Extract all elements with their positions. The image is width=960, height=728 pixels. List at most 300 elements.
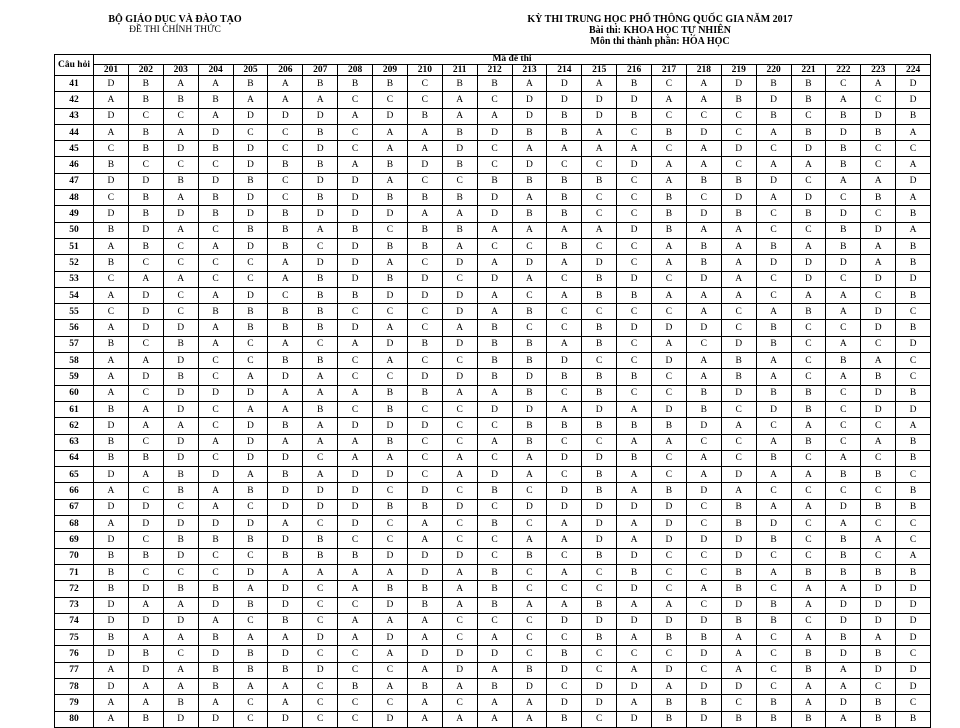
question-number: 54 (55, 287, 94, 303)
answer-cell: C (198, 401, 233, 417)
answer-cell: B (547, 173, 582, 189)
answer-cell: C (407, 450, 442, 466)
answer-cell: A (303, 418, 338, 434)
answer-cell: C (582, 206, 617, 222)
answer-cell: D (791, 190, 826, 206)
answer-cell: B (826, 353, 861, 369)
answer-cell: D (547, 353, 582, 369)
answer-cell: A (198, 287, 233, 303)
answer-cell: C (477, 141, 512, 157)
answer-cell: A (94, 238, 129, 254)
answer-cell: D (407, 418, 442, 434)
answer-cell: D (163, 320, 198, 336)
table-row (55, 190, 931, 206)
answer-cell: D (721, 385, 756, 401)
answer-cell: B (198, 92, 233, 108)
answer-cell: C (338, 711, 373, 727)
answer-cell: A (268, 516, 303, 532)
answer-cell: C (756, 581, 791, 597)
answer-cell: D (826, 206, 861, 222)
answer-cell: C (582, 190, 617, 206)
answer-cell: D (686, 646, 721, 662)
answer-cell: B (512, 548, 547, 564)
answer-cell: C (791, 483, 826, 499)
answer-cell: B (198, 630, 233, 646)
answer-cell: D (268, 369, 303, 385)
answer-cell: B (582, 630, 617, 646)
answer-cell: B (338, 222, 373, 238)
answer-cell: B (686, 385, 721, 401)
answer-cell: D (338, 320, 373, 336)
answer-cell: B (756, 695, 791, 711)
answer-cell: D (686, 320, 721, 336)
answer-cell: D (94, 76, 129, 92)
answer-cell: D (198, 124, 233, 140)
answer-cell: D (163, 613, 198, 629)
answer-cell: A (721, 483, 756, 499)
answer-cell: C (233, 336, 268, 352)
answer-cell: A (547, 532, 582, 548)
answer-cell: D (268, 597, 303, 613)
answer-cell: D (442, 662, 477, 678)
answer-cell: D (94, 597, 129, 613)
answer-cell: C (373, 662, 408, 678)
answer-cell: D (198, 516, 233, 532)
table-row (55, 516, 931, 532)
answer-cell: C (582, 711, 617, 727)
answer-cell: D (303, 499, 338, 515)
answer-cell: B (721, 92, 756, 108)
answer-cell: C (617, 206, 652, 222)
answer-cell: A (94, 711, 129, 727)
answer-cell: B (582, 483, 617, 499)
question-number: 61 (55, 401, 94, 417)
answer-cell: A (686, 304, 721, 320)
answer-cell: C (896, 141, 931, 157)
answer-cell: B (756, 336, 791, 352)
answer-cell: D (512, 401, 547, 417)
answer-cell: A (94, 124, 129, 140)
answer-cell: C (442, 613, 477, 629)
answer-cell: C (303, 336, 338, 352)
answer-cell: C (303, 678, 338, 694)
exam-code-header: 219 (721, 65, 756, 76)
answer-cell: A (268, 255, 303, 271)
answer-cell: B (896, 287, 931, 303)
table-row (55, 678, 931, 694)
answer-cell: D (233, 418, 268, 434)
answer-cell: A (373, 141, 408, 157)
answer-cell: C (338, 646, 373, 662)
answer-cell: A (617, 630, 652, 646)
question-number: 46 (55, 157, 94, 173)
answer-cell: A (442, 711, 477, 727)
answer-cell: D (373, 597, 408, 613)
answer-cell: A (896, 157, 931, 173)
answer-cell: D (582, 255, 617, 271)
answer-cell: D (268, 499, 303, 515)
answer-cell: C (756, 646, 791, 662)
answer-cell: A (338, 336, 373, 352)
answer-cell: A (686, 141, 721, 157)
answer-cell: B (477, 76, 512, 92)
answer-cell: C (582, 157, 617, 173)
answer-cell: A (512, 190, 547, 206)
answer-cell: D (896, 581, 931, 597)
answer-cell: C (477, 450, 512, 466)
answer-cell: C (547, 434, 582, 450)
answer-cell: B (163, 336, 198, 352)
answer-cell: B (547, 711, 582, 727)
answer-cell: B (94, 222, 129, 238)
answer-cell: B (303, 320, 338, 336)
answer-cell: D (617, 711, 652, 727)
answer-cell: C (198, 353, 233, 369)
answer-cell: D (338, 483, 373, 499)
answer-cell: C (896, 532, 931, 548)
answer-cell: B (233, 222, 268, 238)
answer-cell: B (652, 206, 687, 222)
answer-cell: A (198, 336, 233, 352)
answer-cell: C (547, 548, 582, 564)
answer-cell: D (163, 516, 198, 532)
answer-cell: D (407, 369, 442, 385)
answer-cell: B (896, 483, 931, 499)
answer-cell: D (128, 516, 163, 532)
answer-cell: B (652, 124, 687, 140)
answer-cell: A (268, 434, 303, 450)
answer-cell: A (582, 141, 617, 157)
answer-cell: A (652, 255, 687, 271)
question-number: 69 (55, 532, 94, 548)
answer-cell: B (547, 238, 582, 254)
answer-cell: A (896, 190, 931, 206)
answer-cell: B (233, 483, 268, 499)
answer-cell: D (198, 597, 233, 613)
answer-cell: B (547, 124, 582, 140)
answer-cell: B (686, 173, 721, 189)
answer-cell: C (338, 304, 373, 320)
answer-cell: C (861, 206, 896, 222)
answer-cell: A (826, 369, 861, 385)
answer-cell: D (373, 467, 408, 483)
answer-cell: D (338, 173, 373, 189)
answer-cell: D (861, 108, 896, 124)
answer-cell: D (477, 401, 512, 417)
question-number: 76 (55, 646, 94, 662)
answer-cell: B (477, 597, 512, 613)
answer-cell: A (791, 157, 826, 173)
answer-cell: D (547, 76, 582, 92)
answer-cell: A (721, 222, 756, 238)
answer-cell: D (617, 92, 652, 108)
answer-cell: B (163, 369, 198, 385)
answer-cell: B (163, 483, 198, 499)
answer-cell: C (128, 532, 163, 548)
exam-code-header: 203 (163, 65, 198, 76)
question-number: 66 (55, 483, 94, 499)
answer-cell: B (756, 76, 791, 92)
answer-cell: A (163, 597, 198, 613)
answer-cell: D (652, 532, 687, 548)
answer-cell: A (338, 581, 373, 597)
question-number: 80 (55, 711, 94, 727)
answer-cell: D (373, 108, 408, 124)
answer-cell: A (338, 613, 373, 629)
answer-cell: B (791, 385, 826, 401)
answer-cell: A (721, 662, 756, 678)
answer-cell: C (547, 157, 582, 173)
answer-cell: C (617, 255, 652, 271)
answer-cell: D (617, 678, 652, 694)
answer-cell: C (303, 450, 338, 466)
answer-cell: A (163, 271, 198, 287)
answer-cell: B (617, 287, 652, 303)
answer-cell: D (163, 548, 198, 564)
answer-cell: D (547, 499, 582, 515)
answer-cell: A (373, 646, 408, 662)
answer-cell: A (617, 532, 652, 548)
answer-cell: C (582, 238, 617, 254)
answer-cell: B (582, 173, 617, 189)
answer-cell: D (94, 532, 129, 548)
table-row (55, 173, 931, 189)
answer-cell: B (407, 108, 442, 124)
answer-cell: B (547, 646, 582, 662)
exam-code-header: 214 (547, 65, 582, 76)
answer-cell: C (477, 499, 512, 515)
exam-code-header: 218 (686, 65, 721, 76)
answer-cell: C (373, 369, 408, 385)
answer-cell: C (303, 646, 338, 662)
answer-cell: D (94, 173, 129, 189)
answer-cell: A (128, 597, 163, 613)
answer-cell: C (652, 548, 687, 564)
answer-cell: C (861, 92, 896, 108)
answer-cell: D (582, 450, 617, 466)
answer-cell: B (756, 108, 791, 124)
answer-cell: C (477, 92, 512, 108)
question-number: 59 (55, 369, 94, 385)
answer-cell: A (338, 385, 373, 401)
answer-cell: B (896, 238, 931, 254)
answer-cell: C (547, 678, 582, 694)
answer-cell: A (442, 238, 477, 254)
answer-cell: A (407, 532, 442, 548)
answer-cell: A (617, 141, 652, 157)
answer-cell: C (756, 222, 791, 238)
answer-cell: C (442, 173, 477, 189)
answer-cell: D (721, 76, 756, 92)
answer-cell: B (791, 92, 826, 108)
answer-cell: D (686, 124, 721, 140)
answer-cell: D (233, 287, 268, 303)
exam-code-group-header: Mã đề thi (94, 55, 931, 65)
exam-code-header: 205 (233, 65, 268, 76)
answer-cell: D (547, 450, 582, 466)
answer-cell: A (163, 190, 198, 206)
answer-cell: A (896, 222, 931, 238)
answer-cell: A (791, 238, 826, 254)
answer-cell: C (303, 238, 338, 254)
answer-cell: C (442, 353, 477, 369)
answer-cell: C (303, 695, 338, 711)
answer-cell: D (826, 255, 861, 271)
answer-cell: A (791, 467, 826, 483)
answer-cell: D (756, 255, 791, 271)
answer-cell: A (233, 92, 268, 108)
answer-cell: A (686, 467, 721, 483)
answer-cell: D (652, 499, 687, 515)
answer-cell: A (407, 662, 442, 678)
answer-cell: B (791, 711, 826, 727)
answer-cell: A (303, 369, 338, 385)
answer-cell: A (407, 711, 442, 727)
answer-cell: C (233, 124, 268, 140)
answer-cell: C (512, 581, 547, 597)
answer-cell: B (233, 173, 268, 189)
answer-cell: C (686, 434, 721, 450)
answer-cell: C (303, 613, 338, 629)
answer-cell: D (303, 630, 338, 646)
answer-cell: A (373, 564, 408, 580)
answer-cell: D (268, 483, 303, 499)
question-column-header: Câu hỏi (55, 55, 94, 76)
answer-cell: D (373, 206, 408, 222)
answer-cell: B (268, 320, 303, 336)
answer-cell: D (94, 467, 129, 483)
answer-cell: D (861, 401, 896, 417)
answer-cell: A (442, 320, 477, 336)
answer-cell: D (338, 516, 373, 532)
answer-cell: C (128, 483, 163, 499)
answer-cell: B (407, 581, 442, 597)
answer-cell: A (756, 304, 791, 320)
answer-cell: B (128, 124, 163, 140)
answer-cell: B (512, 124, 547, 140)
answer-cell: A (826, 287, 861, 303)
answer-cell: C (756, 630, 791, 646)
answer-cell: B (303, 190, 338, 206)
answer-cell: B (721, 564, 756, 580)
table-row (55, 141, 931, 157)
answer-cell: B (826, 532, 861, 548)
answer-cell: C (198, 255, 233, 271)
answer-cell: A (721, 287, 756, 303)
answer-cell: A (477, 108, 512, 124)
question-number: 41 (55, 76, 94, 92)
answer-cell: D (442, 287, 477, 303)
answer-cell: B (94, 401, 129, 417)
answer-cell: B (861, 369, 896, 385)
answer-cell: A (617, 401, 652, 417)
answer-cell: A (163, 630, 198, 646)
table-row (55, 434, 931, 450)
answer-cell: C (442, 271, 477, 287)
answer-cell: D (896, 92, 931, 108)
answer-cell: B (338, 548, 373, 564)
answer-cell: A (617, 695, 652, 711)
answer-cell: C (94, 141, 129, 157)
answer-cell: B (373, 157, 408, 173)
answer-cell: D (721, 548, 756, 564)
answer-cell: D (303, 108, 338, 124)
answer-cell: A (512, 597, 547, 613)
answer-cell: B (94, 336, 129, 352)
answer-cell: C (477, 418, 512, 434)
answer-cell: A (686, 157, 721, 173)
question-number: 63 (55, 434, 94, 450)
answer-cell: C (861, 336, 896, 352)
answer-cell: C (233, 548, 268, 564)
table-row (55, 385, 931, 401)
answer-cell: B (268, 353, 303, 369)
table-row (55, 369, 931, 385)
answer-cell: C (163, 108, 198, 124)
answer-cell: C (686, 499, 721, 515)
answer-cell: A (756, 467, 791, 483)
answer-cell: B (268, 613, 303, 629)
answer-cell: B (373, 238, 408, 254)
answer-cell: C (547, 304, 582, 320)
answer-cell: C (547, 630, 582, 646)
answer-cell: C (442, 483, 477, 499)
answer-cell: C (617, 304, 652, 320)
answer-cell: B (652, 483, 687, 499)
answer-cell: B (94, 564, 129, 580)
answer-cell: A (896, 418, 931, 434)
answer-cell: A (128, 418, 163, 434)
answer-cell: A (163, 222, 198, 238)
answer-cell: A (128, 401, 163, 417)
answer-cell: D (582, 401, 617, 417)
answer-cell: B (896, 108, 931, 124)
answer-cell: A (896, 124, 931, 140)
answer-cell: A (826, 92, 861, 108)
answer-cell: B (373, 401, 408, 417)
answer-cell: B (512, 353, 547, 369)
answer-cell: C (373, 516, 408, 532)
answer-cell: D (373, 287, 408, 303)
answer-cell: A (407, 124, 442, 140)
answer-cell: C (512, 646, 547, 662)
answer-cell: D (303, 255, 338, 271)
answer-cell: B (721, 353, 756, 369)
answer-cell: D (861, 581, 896, 597)
answer-cell: A (791, 581, 826, 597)
answer-cell: C (407, 304, 442, 320)
answer-cell: B (721, 369, 756, 385)
answer-cell: B (791, 434, 826, 450)
answer-cell: A (686, 353, 721, 369)
answer-cell: B (338, 76, 373, 92)
answer-cell: B (163, 581, 198, 597)
answer-cell: C (338, 353, 373, 369)
answer-cell: D (791, 255, 826, 271)
answer-cell: A (198, 483, 233, 499)
answer-cell: A (652, 287, 687, 303)
answer-cell: D (163, 401, 198, 417)
answer-cell: B (756, 238, 791, 254)
table-row (55, 613, 931, 629)
answer-cell: C (163, 287, 198, 303)
table-row (55, 711, 931, 727)
table-row (55, 548, 931, 564)
answer-cell: A (477, 222, 512, 238)
answer-cell: A (721, 646, 756, 662)
answer-cell: D (896, 401, 931, 417)
answer-cell: D (896, 613, 931, 629)
